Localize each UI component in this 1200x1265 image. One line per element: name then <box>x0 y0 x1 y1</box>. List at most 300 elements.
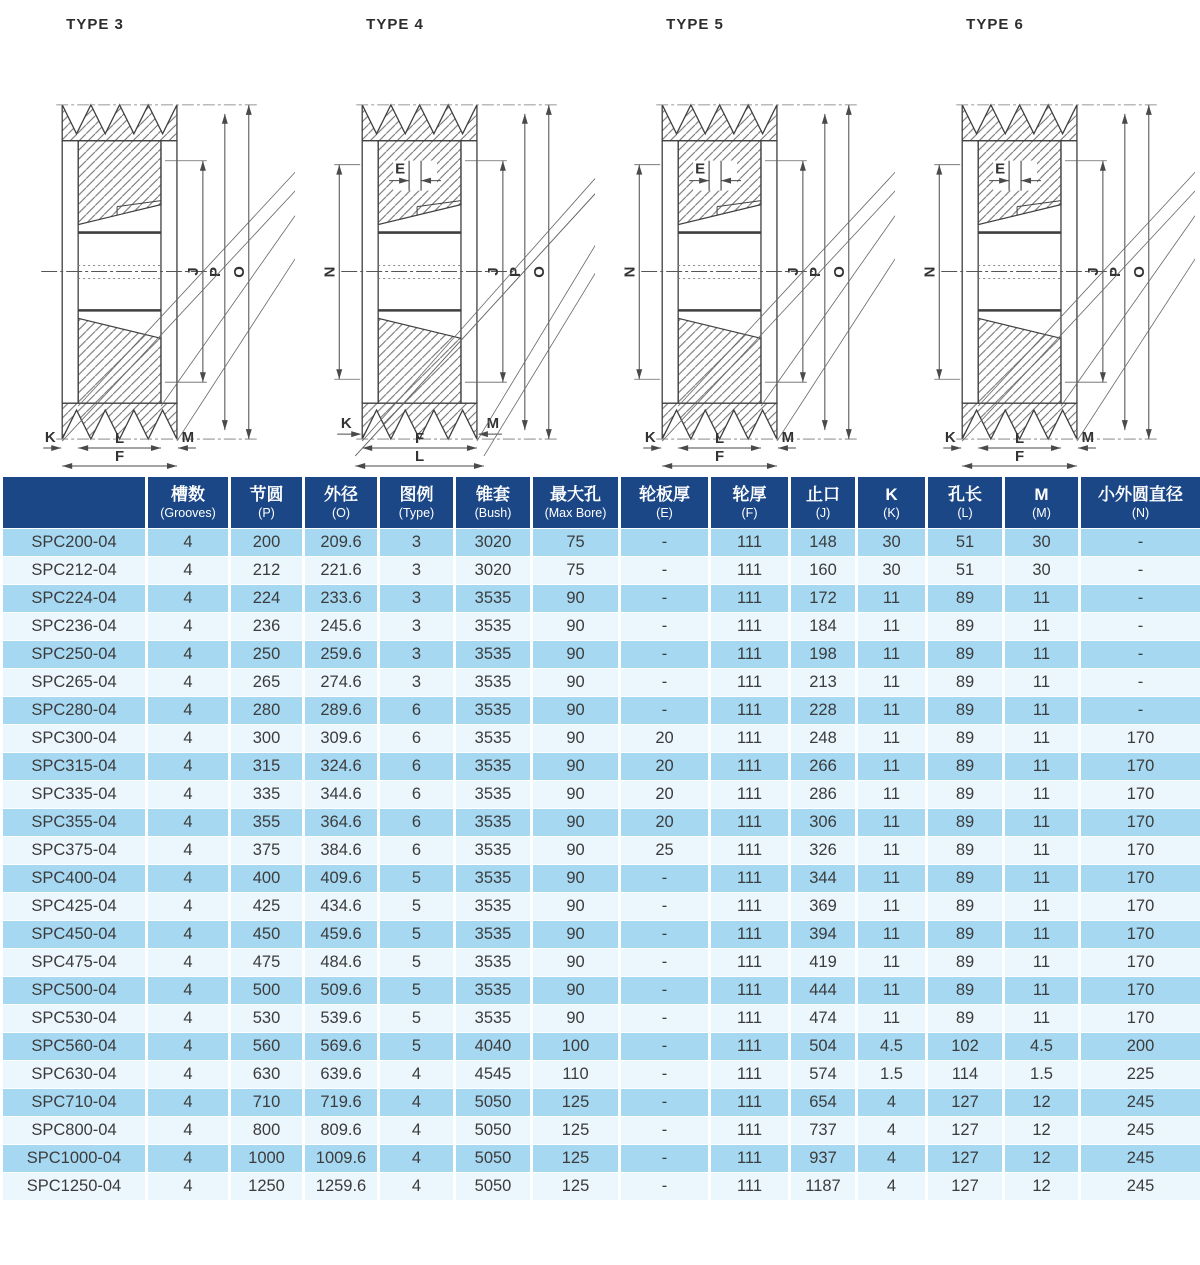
value-cell: - <box>620 1173 710 1201</box>
value-cell: 639.6 <box>304 1061 379 1089</box>
value-cell: 184 <box>790 613 857 641</box>
value-cell: - <box>1080 613 1200 641</box>
value-cell: 394 <box>790 921 857 949</box>
model-cell: SPC800-04 <box>2 1117 147 1145</box>
value-cell: 11 <box>857 641 927 669</box>
value-cell: 111 <box>710 613 790 641</box>
value-cell: 114 <box>927 1061 1004 1089</box>
table-row <box>2 837 1200 865</box>
value-cell: 475 <box>230 949 304 977</box>
value-cell: 11 <box>857 753 927 781</box>
drawings-section <box>0 0 1200 474</box>
value-cell: 4 <box>147 1061 230 1089</box>
value-cell: 11 <box>857 837 927 865</box>
value-cell: 20 <box>620 781 710 809</box>
svg-text:M: M <box>486 415 500 433</box>
svg-text:P: P <box>806 266 824 277</box>
value-cell: 4 <box>147 1117 230 1145</box>
value-cell: 11 <box>857 893 927 921</box>
type-6-figure <box>900 0 1200 474</box>
value-cell: 228 <box>790 697 857 725</box>
value-cell: 4 <box>857 1145 927 1173</box>
value-cell: 245.6 <box>304 613 379 641</box>
value-cell: 630 <box>230 1061 304 1089</box>
value-cell: - <box>620 1117 710 1145</box>
value-cell: 1009.6 <box>304 1145 379 1173</box>
value-cell: 4 <box>379 1145 455 1173</box>
table-row <box>2 585 1200 613</box>
svg-text:J: J <box>1084 267 1102 276</box>
svg-text:M: M <box>181 429 195 447</box>
value-cell: 11 <box>1004 837 1080 865</box>
value-cell: 286 <box>790 781 857 809</box>
value-cell: 4040 <box>455 1033 532 1061</box>
value-cell: 434.6 <box>304 893 379 921</box>
value-cell: 800 <box>230 1117 304 1145</box>
value-cell: 170 <box>1080 865 1200 893</box>
value-cell: 3 <box>379 613 455 641</box>
value-cell: 90 <box>532 921 620 949</box>
value-cell: 6 <box>379 809 455 837</box>
value-cell: 89 <box>927 1005 1004 1033</box>
drawing-title: TYPE 6 <box>966 16 1024 33</box>
value-cell: 5 <box>379 921 455 949</box>
svg-text:E: E <box>995 160 1006 178</box>
value-cell: 170 <box>1080 837 1200 865</box>
value-cell: 125 <box>532 1117 620 1145</box>
svg-text:J: J <box>784 267 802 276</box>
value-cell: 89 <box>927 949 1004 977</box>
value-cell: 3535 <box>455 669 532 697</box>
value-cell: 5 <box>379 1033 455 1061</box>
value-cell: - <box>620 613 710 641</box>
value-cell: 654 <box>790 1089 857 1117</box>
table-row <box>2 809 1200 837</box>
drawing-title: TYPE 5 <box>666 16 724 33</box>
value-cell: 4 <box>147 641 230 669</box>
value-cell: 4 <box>147 753 230 781</box>
value-cell: 11 <box>1004 613 1080 641</box>
svg-text:L: L <box>1014 430 1025 448</box>
column-header: 孔长 (L) <box>927 477 1004 529</box>
value-cell: 3535 <box>455 697 532 725</box>
value-cell: 11 <box>857 613 927 641</box>
table-row <box>2 1005 1200 1033</box>
value-cell: 3535 <box>455 613 532 641</box>
value-cell: - <box>1080 585 1200 613</box>
svg-text:J: J <box>184 267 202 276</box>
drawing-title: TYPE 4 <box>366 16 424 33</box>
value-cell: 89 <box>927 809 1004 837</box>
value-cell: 737 <box>790 1117 857 1145</box>
value-cell: 100 <box>532 1033 620 1061</box>
model-cell: SPC212-04 <box>2 557 147 585</box>
value-cell: 11 <box>1004 893 1080 921</box>
value-cell: 111 <box>710 921 790 949</box>
value-cell: 4 <box>147 1145 230 1173</box>
value-cell: 444 <box>790 977 857 1005</box>
type-3-figure <box>0 0 300 474</box>
column-header: 轮厚 (F) <box>710 477 790 529</box>
value-cell: 4 <box>147 1173 230 1201</box>
value-cell: 90 <box>532 725 620 753</box>
value-cell: 90 <box>532 753 620 781</box>
value-cell: 172 <box>790 585 857 613</box>
type-4-figure <box>300 0 600 474</box>
value-cell: 170 <box>1080 921 1200 949</box>
value-cell: 419 <box>790 949 857 977</box>
model-cell: SPC355-04 <box>2 809 147 837</box>
value-cell: 6 <box>379 697 455 725</box>
value-cell: 259.6 <box>304 641 379 669</box>
value-cell: 89 <box>927 641 1004 669</box>
value-cell: 3535 <box>455 977 532 1005</box>
value-cell: 530 <box>230 1005 304 1033</box>
value-cell: 11 <box>1004 1005 1080 1033</box>
value-cell: 539.6 <box>304 1005 379 1033</box>
value-cell: 4 <box>147 1033 230 1061</box>
value-cell: 90 <box>532 977 620 1005</box>
table-row <box>2 669 1200 697</box>
value-cell: 5 <box>379 1005 455 1033</box>
value-cell: 111 <box>710 977 790 1005</box>
value-cell: 6 <box>379 753 455 781</box>
value-cell: 111 <box>710 1005 790 1033</box>
value-cell: 265 <box>230 669 304 697</box>
value-cell: 111 <box>710 1117 790 1145</box>
value-cell: 4 <box>147 865 230 893</box>
svg-text:J: J <box>484 267 502 276</box>
value-cell: - <box>1080 641 1200 669</box>
value-cell: 3 <box>379 669 455 697</box>
value-cell: 11 <box>857 1005 927 1033</box>
model-cell: SPC200-04 <box>2 529 147 557</box>
value-cell: 90 <box>532 865 620 893</box>
svg-text:O: O <box>230 266 248 278</box>
value-cell: 4 <box>147 781 230 809</box>
svg-text:F: F <box>114 448 125 466</box>
value-cell: 3535 <box>455 1005 532 1033</box>
value-cell: 20 <box>620 753 710 781</box>
value-cell: 309.6 <box>304 725 379 753</box>
svg-text:P: P <box>206 266 224 277</box>
value-cell: 1250 <box>230 1173 304 1201</box>
value-cell: 90 <box>532 809 620 837</box>
value-cell: 111 <box>710 837 790 865</box>
value-cell: 4 <box>147 669 230 697</box>
value-cell: 3535 <box>455 809 532 837</box>
value-cell: 11 <box>857 949 927 977</box>
value-cell: 170 <box>1080 753 1200 781</box>
value-cell: 425 <box>230 893 304 921</box>
header-row <box>2 477 1200 529</box>
value-cell: 5050 <box>455 1089 532 1117</box>
column-header: 小外圆直径 (N) <box>1080 477 1200 529</box>
table-row <box>2 1173 1200 1201</box>
value-cell: 4 <box>147 809 230 837</box>
value-cell: 160 <box>790 557 857 585</box>
value-cell: 89 <box>927 669 1004 697</box>
value-cell: 90 <box>532 585 620 613</box>
value-cell: - <box>1080 529 1200 557</box>
value-cell: 459.6 <box>304 921 379 949</box>
value-cell: 111 <box>710 557 790 585</box>
value-cell: 127 <box>927 1089 1004 1117</box>
table-row <box>2 893 1200 921</box>
value-cell: 3535 <box>455 837 532 865</box>
svg-text:M: M <box>1081 429 1095 447</box>
svg-text:E: E <box>395 160 406 178</box>
model-cell: SPC1000-04 <box>2 1145 147 1173</box>
value-cell: 3535 <box>455 585 532 613</box>
value-cell: 111 <box>710 949 790 977</box>
value-cell: 937 <box>790 1145 857 1173</box>
table-row <box>2 529 1200 557</box>
value-cell: 574 <box>790 1061 857 1089</box>
column-header: 轮板厚 (E) <box>620 477 710 529</box>
value-cell: 20 <box>620 725 710 753</box>
value-cell: 11 <box>857 697 927 725</box>
value-cell: 355 <box>230 809 304 837</box>
column-header: 最大孔 (Max Bore) <box>532 477 620 529</box>
svg-text:F: F <box>414 430 425 448</box>
value-cell: 90 <box>532 949 620 977</box>
value-cell: 102 <box>927 1033 1004 1061</box>
value-cell: 3020 <box>455 529 532 557</box>
value-cell: 89 <box>927 977 1004 1005</box>
value-cell: 474 <box>790 1005 857 1033</box>
value-cell: - <box>620 977 710 1005</box>
value-cell: 326 <box>790 837 857 865</box>
model-cell: SPC1250-04 <box>2 1173 147 1201</box>
svg-text:L: L <box>414 448 425 466</box>
value-cell: 484.6 <box>304 949 379 977</box>
value-cell: - <box>1080 557 1200 585</box>
value-cell: - <box>620 893 710 921</box>
value-cell: - <box>620 949 710 977</box>
value-cell: 6 <box>379 725 455 753</box>
value-cell: 89 <box>927 921 1004 949</box>
value-cell: 125 <box>532 1173 620 1201</box>
model-cell: SPC425-04 <box>2 893 147 921</box>
table-row <box>2 865 1200 893</box>
value-cell: 11 <box>1004 809 1080 837</box>
value-cell: 51 <box>927 557 1004 585</box>
value-cell: 90 <box>532 837 620 865</box>
column-header: 节圆 (P) <box>230 477 304 529</box>
value-cell: - <box>620 529 710 557</box>
value-cell: 111 <box>710 669 790 697</box>
value-cell: 111 <box>710 697 790 725</box>
svg-text:M: M <box>781 429 795 447</box>
value-cell: 209.6 <box>304 529 379 557</box>
table-row <box>2 1145 1200 1173</box>
model-cell: SPC315-04 <box>2 753 147 781</box>
value-cell: 1187 <box>790 1173 857 1201</box>
value-cell: 306 <box>790 809 857 837</box>
value-cell: 4 <box>857 1173 927 1201</box>
value-cell: 4 <box>147 949 230 977</box>
value-cell: 4 <box>147 1005 230 1033</box>
model-cell: SPC560-04 <box>2 1033 147 1061</box>
value-cell: 1.5 <box>857 1061 927 1089</box>
value-cell: 4 <box>147 557 230 585</box>
value-cell: 289.6 <box>304 697 379 725</box>
value-cell: 224 <box>230 585 304 613</box>
value-cell: 89 <box>927 865 1004 893</box>
value-cell: 89 <box>927 613 1004 641</box>
value-cell: 11 <box>1004 865 1080 893</box>
svg-text:F: F <box>714 448 725 466</box>
value-cell: 11 <box>1004 669 1080 697</box>
value-cell: 509.6 <box>304 977 379 1005</box>
value-cell: 11 <box>857 585 927 613</box>
value-cell: - <box>620 1033 710 1061</box>
value-cell: 3535 <box>455 781 532 809</box>
value-cell: 5 <box>379 865 455 893</box>
model-cell: SPC250-04 <box>2 641 147 669</box>
spec-table <box>0 476 1200 1201</box>
value-cell: 11 <box>1004 977 1080 1005</box>
table-row <box>2 1033 1200 1061</box>
value-cell: 4 <box>379 1089 455 1117</box>
value-cell: - <box>620 865 710 893</box>
table-row <box>2 753 1200 781</box>
value-cell: 4 <box>147 921 230 949</box>
table-row <box>2 697 1200 725</box>
value-cell: 3 <box>379 529 455 557</box>
value-cell: 170 <box>1080 977 1200 1005</box>
value-cell: 710 <box>230 1089 304 1117</box>
value-cell: 409.6 <box>304 865 379 893</box>
value-cell: 30 <box>857 529 927 557</box>
model-cell: SPC224-04 <box>2 585 147 613</box>
value-cell: 89 <box>927 781 1004 809</box>
value-cell: 4 <box>147 585 230 613</box>
value-cell: 1259.6 <box>304 1173 379 1201</box>
value-cell: 170 <box>1080 1005 1200 1033</box>
value-cell: 11 <box>857 809 927 837</box>
svg-text:P: P <box>1106 266 1124 277</box>
model-cell: SPC236-04 <box>2 613 147 641</box>
table-row <box>2 1061 1200 1089</box>
value-cell: 4 <box>147 697 230 725</box>
value-cell: 12 <box>1004 1145 1080 1173</box>
type-5-figure <box>600 0 900 474</box>
value-cell: 148 <box>790 529 857 557</box>
value-cell: 3 <box>379 641 455 669</box>
value-cell: 89 <box>927 753 1004 781</box>
model-cell: SPC265-04 <box>2 669 147 697</box>
value-cell: 111 <box>710 781 790 809</box>
value-cell: 89 <box>927 585 1004 613</box>
value-cell: 89 <box>927 697 1004 725</box>
value-cell: 11 <box>857 781 927 809</box>
value-cell: 111 <box>710 725 790 753</box>
value-cell: 111 <box>710 893 790 921</box>
value-cell: 198 <box>790 641 857 669</box>
value-cell: 125 <box>532 1145 620 1173</box>
value-cell: 213 <box>790 669 857 697</box>
svg-text:L: L <box>714 430 725 448</box>
column-header: 锥套 (Bush) <box>455 477 532 529</box>
value-cell: 369 <box>790 893 857 921</box>
column-header: K (K) <box>857 477 927 529</box>
value-cell: 384.6 <box>304 837 379 865</box>
value-cell: 500 <box>230 977 304 1005</box>
value-cell: 20 <box>620 809 710 837</box>
svg-text:F: F <box>1014 448 1025 466</box>
value-cell: 12 <box>1004 1117 1080 1145</box>
value-cell: 3 <box>379 585 455 613</box>
value-cell: 344.6 <box>304 781 379 809</box>
svg-text:E: E <box>695 160 706 178</box>
value-cell: 236 <box>230 613 304 641</box>
value-cell: 3535 <box>455 641 532 669</box>
column-header <box>2 477 147 529</box>
value-cell: 4 <box>147 977 230 1005</box>
value-cell: 170 <box>1080 725 1200 753</box>
model-cell: SPC475-04 <box>2 949 147 977</box>
value-cell: 11 <box>857 865 927 893</box>
value-cell: 90 <box>532 697 620 725</box>
value-cell: 30 <box>1004 557 1080 585</box>
value-cell: 111 <box>710 1061 790 1089</box>
value-cell: 11 <box>1004 725 1080 753</box>
svg-text:O: O <box>530 266 548 278</box>
value-cell: - <box>1080 697 1200 725</box>
value-cell: 4 <box>147 1089 230 1117</box>
value-cell: 125 <box>532 1089 620 1117</box>
value-cell: - <box>620 1089 710 1117</box>
value-cell: 233.6 <box>304 585 379 613</box>
value-cell: 111 <box>710 1033 790 1061</box>
value-cell: 5 <box>379 977 455 1005</box>
value-cell: 274.6 <box>304 669 379 697</box>
value-cell: 5 <box>379 949 455 977</box>
model-cell: SPC400-04 <box>2 865 147 893</box>
value-cell: 266 <box>790 753 857 781</box>
value-cell: 111 <box>710 865 790 893</box>
value-cell: 280 <box>230 697 304 725</box>
svg-text:K: K <box>44 429 56 447</box>
value-cell: 324.6 <box>304 753 379 781</box>
value-cell: 5050 <box>455 1173 532 1201</box>
svg-text:K: K <box>944 429 956 447</box>
value-cell: 90 <box>532 641 620 669</box>
value-cell: 4 <box>379 1061 455 1089</box>
value-cell: 245 <box>1080 1145 1200 1173</box>
value-cell: 89 <box>927 725 1004 753</box>
value-cell: 4 <box>147 613 230 641</box>
value-cell: 200 <box>1080 1033 1200 1061</box>
value-cell: 12 <box>1004 1089 1080 1117</box>
table-row <box>2 949 1200 977</box>
value-cell: 11 <box>1004 921 1080 949</box>
value-cell: 127 <box>927 1145 1004 1173</box>
value-cell: 4.5 <box>857 1033 927 1061</box>
value-cell: 3535 <box>455 893 532 921</box>
value-cell: 569.6 <box>304 1033 379 1061</box>
value-cell: 11 <box>1004 641 1080 669</box>
model-cell: SPC530-04 <box>2 1005 147 1033</box>
value-cell: 111 <box>710 809 790 837</box>
table-row <box>2 921 1200 949</box>
value-cell: 127 <box>927 1173 1004 1201</box>
value-cell: 11 <box>857 921 927 949</box>
value-cell: 3535 <box>455 753 532 781</box>
value-cell: 3535 <box>455 949 532 977</box>
